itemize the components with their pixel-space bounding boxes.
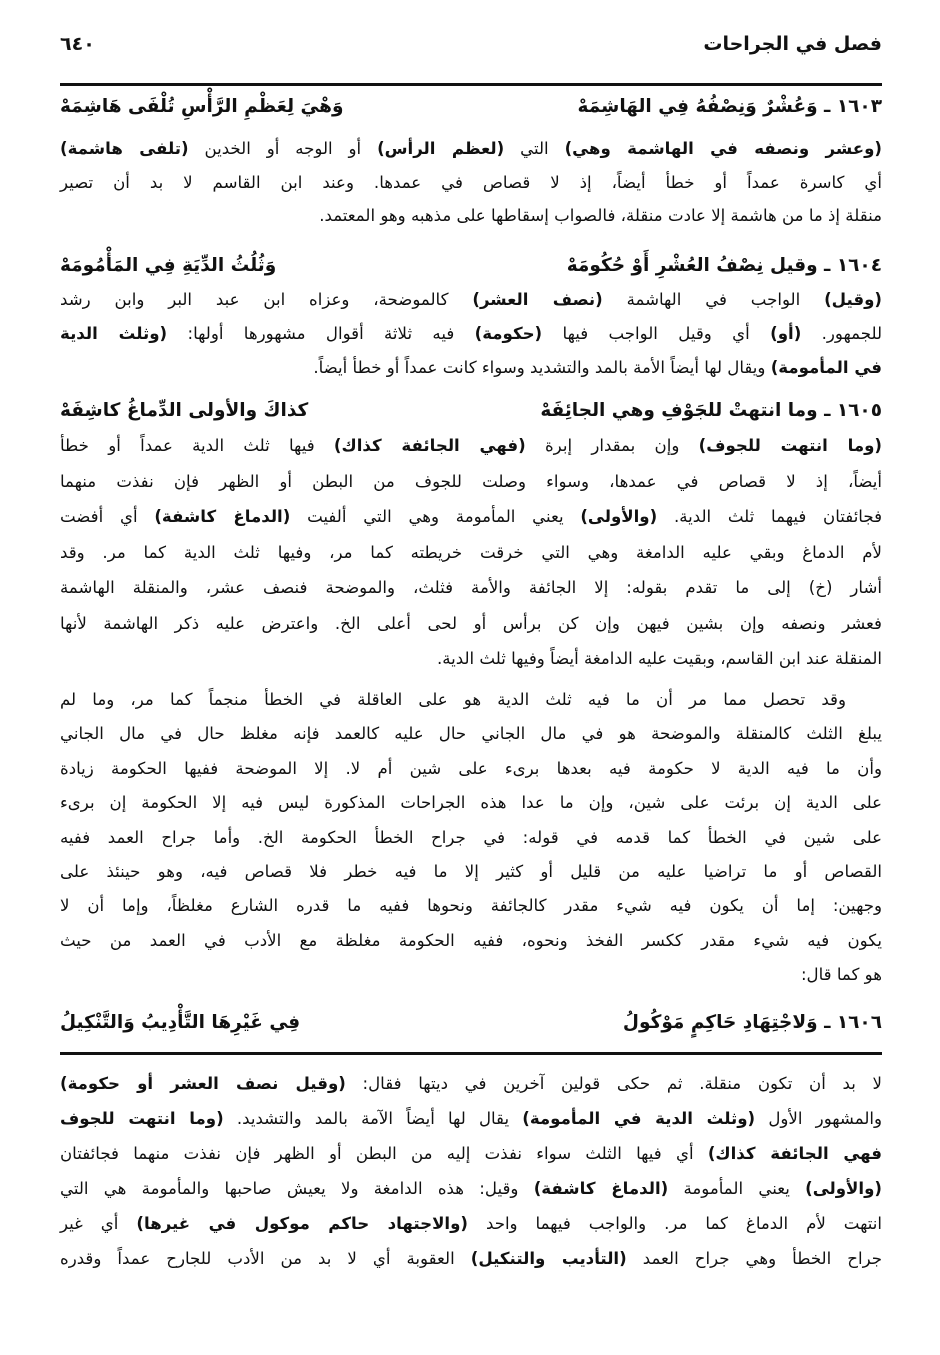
text-segment: هو كما قال: [800, 965, 882, 985]
text-segment: القصاص أو ما تراضيا عليه من قليل أو كثير إلا ما فيه خطر فلا قصاص فيه، وهو حينئذ على [60, 862, 882, 882]
bold-quoted-text: (وثلث الدية في المأمومة) [522, 1109, 756, 1128]
text-line [60, 535, 882, 571]
text-segment: أي فيها الثلث سواء نفذت إليه من البطن أو الظهر فإن نفذت منهما فجائفتان [60, 1144, 708, 1163]
verse-hemistich-right: ١٦٠٦ ـ وَلاجْتِهَادِ حَاكِمٍ مَوْكُولُ [622, 1011, 882, 1033]
text-segment: وقد تحصل مما مر أن ما فيه ثلث الدية هو على العاقلة في الخطأ منجماً كما مر، وما لم [60, 690, 846, 709]
text-line [60, 1206, 882, 1241]
bold-quoted-text: في المأمومة) [770, 358, 882, 377]
text-line [60, 166, 882, 200]
text-line [60, 317, 882, 351]
text-line [60, 641, 882, 677]
text-line [60, 428, 882, 464]
text-segment: وإن بمقدار إبرة [525, 436, 699, 455]
text-line [60, 717, 882, 751]
bold-quoted-text: (والأولى) [580, 507, 658, 526]
text-segment: أي كاسرة عمداً أو خطأ أيضاً، إذ لا قصاص في عمدها. وعند ابن القاسم لا بد أن تصير [60, 172, 882, 192]
text-segment: على شين في الخطأ كما قدمه في قوله: في جراح الخطأ الحكومة الخ. وأما جراح العمد ففيه [60, 827, 882, 847]
header-rule [60, 83, 882, 86]
bold-quoted-text: (التأديب والتنكيل) [470, 1249, 627, 1268]
bold-quoted-text: (وقيل) [824, 290, 883, 309]
bold-quoted-text: (الدماغ كاشفة) [533, 1179, 669, 1198]
text-line [60, 1171, 882, 1206]
verse-hemistich-left: وَثُلُثُ الدِّيَةِ فِي المَأْمُومَهْ [60, 254, 277, 276]
text-line [60, 283, 882, 317]
text-segment: يبلغ الثلث كالمنقلة والموضحة هو في مال الجاني حال عليه كالعمد فإنه مغلظ حال في مال الجاني [60, 724, 882, 744]
bold-quoted-text: (أو) [770, 324, 802, 343]
text-segment: فيها ثلث الدية عمداً أو خطأ [60, 436, 334, 455]
bold-quoted-text: (وثلث الدية [60, 324, 168, 343]
verse-1603 [60, 89, 882, 123]
bold-quoted-text: (حكومة) [474, 324, 543, 343]
text-segment: وقيل: هذه الدامغة ولا يعيش صاحبها والمأمومة هي التي [60, 1179, 534, 1198]
text-segment: التي [504, 139, 565, 158]
verse-hemistich-left: وَهْيَ لِعَظْمِ الرَّأْسِ تُلْفَى هَاشِمَهْ [60, 95, 344, 117]
verse-hemistich-right: ١٦٠٣ ـ وَعُشْرٌ وَنِصْفُهُ فِي الهَاشِمَهْ [577, 95, 882, 117]
verse-1605 [60, 393, 882, 427]
text-segment: الواجب في الهاشمة [602, 290, 825, 309]
text-segment: يقال لها أيضاً الآمة بالمد والتشديد. [223, 1109, 523, 1128]
text-line [60, 351, 882, 385]
bold-quoted-text: (وما انتهت للجوف [60, 1109, 224, 1128]
text-segment: أي غير [60, 1214, 137, 1233]
bold-quoted-text: (تلفى هاشمة) [60, 139, 189, 158]
bold-quoted-text: (لعظم الرأس) [377, 139, 505, 158]
text-line [60, 855, 882, 889]
commentary-1605 [60, 428, 882, 677]
text-line [60, 464, 882, 500]
text-line [60, 606, 882, 642]
text-segment: وجهين: إما أن يكون فيه شيء مقدر كالجائفة ونحوها ففيه ما قدره الشارع مغلظاً، وإما أن لا [60, 896, 882, 916]
text-line [60, 924, 882, 958]
text-segment: جراح الخطأ وهي جراح العمد [626, 1249, 882, 1268]
text-line [60, 199, 882, 233]
bold-quoted-text: (نصف العشر) [472, 290, 603, 309]
text-segment: أو الوجه أو الخدين [188, 139, 378, 158]
text-segment: وأن ما فيه الدية لا حكومة فيه بعدها برىء على شين أم لا. إلا الموضحة ففيها الحكومة زيادة [60, 758, 882, 778]
text-segment: فعشر ونصفه وإن بشين فيهن وإن كن برأس أو لحى أعلى الخ. واعترض عليه ذكر الهاشمة لأنها [60, 613, 882, 633]
text-line [60, 570, 882, 606]
text-segment: أي وقيل الواجب فيها [542, 324, 771, 343]
text-segment: فيه ثلاثة أقوال مشهورها أولها: [167, 324, 475, 343]
text-segment: المنقلة عند ابن القاسم، وبقيت عليه الدامغة أيضاً وفيها ثلث الدية. [436, 649, 882, 668]
text-segment: يعني المأمومة [668, 1179, 806, 1198]
text-segment: لأم الدماغ وبقي عليه الدامغة وهي التي خرقت خريطته كما مر، وفيها ثلث الدية كما مر. وقد [60, 542, 882, 562]
text-segment: والمشهور الأول [755, 1109, 882, 1128]
running-title: فصل في الجراحات [703, 33, 882, 55]
text-segment: على الدية إن برئت على شين، وإن ما عدا هذه الجراحات المذكورة ليس فيه إلا الحكومة إن برىء [60, 793, 882, 813]
text-line [60, 499, 882, 535]
text-segment: أيضاً، إذ لا قصاص في عمدها، وسواء وصلت للجوف من البطن أو الظهر فإن نفذت منهما [60, 471, 882, 491]
footnote [60, 1066, 882, 1276]
text-segment: العقوبة أي لا بد من الأدب للجارح عمداً وقدره [60, 1249, 471, 1268]
footnote-rule [60, 1052, 882, 1055]
text-line [60, 1101, 882, 1136]
text-line [60, 1241, 882, 1276]
bold-quoted-text: (والأولى) [805, 1179, 882, 1198]
commentary-1603 [60, 132, 882, 233]
commentary-1604 [60, 283, 882, 385]
text-line [60, 889, 882, 923]
text-segment: لا بد أن تكون منقلة. ثم حكى قولين آخرين في ديتها فقال: [345, 1074, 883, 1093]
bold-quoted-text: (وقيل نصف العشر أو حكومة) [60, 1074, 346, 1093]
verse-1606 [60, 1005, 882, 1039]
bold-quoted-text: (وعشر ونصفه في الهاشمة وهي) [564, 139, 882, 158]
verse-hemistich-right: ١٦٠٤ ـ وقيل نِصْفُ العُشْرِ أَوْ حُكُومَهْ [566, 254, 882, 276]
text-line [60, 1066, 882, 1101]
bold-quoted-text: (الدماغ كاشفة) [154, 507, 291, 526]
text-segment: للجمهور. [801, 324, 882, 343]
verse-hemistich-left: كذاكَ والأولى الدِّماغُ كاشِفَهْ [60, 399, 309, 421]
text-line [60, 821, 882, 855]
text-segment: أشار (خ) إلى ما تقدم بقوله: إلا الجائفة والأمة فثلث، والموضحة فنصف عشر، والمنقلة الهاشمة [60, 578, 882, 597]
bold-quoted-text: (والاجتهاد حاكم موكول في غيرها) [136, 1214, 469, 1233]
bold-quoted-text: (وما انتهت للجوف) [698, 436, 882, 455]
text-line [60, 1136, 882, 1171]
page-header [60, 26, 882, 62]
bold-quoted-text: (فهي الجائفة كذاك) [333, 436, 526, 455]
text-line [60, 786, 882, 820]
commentary-summary [60, 683, 882, 993]
text-line [60, 132, 882, 166]
verse-1604 [60, 248, 882, 282]
verse-hemistich-right: ١٦٠٥ ـ وما انتهتْ للجَوْفِ وهي الجائِفَهْ [540, 399, 882, 421]
text-segment: كالموضحة، وعزاه ابن عبد البر وابن رشد [60, 290, 473, 309]
bold-quoted-text: فهي الجائفة كذاك) [707, 1144, 883, 1163]
page-number: ٦٤٠ [60, 33, 95, 55]
text-segment: يكون فيه شيء مقدر ككسر الفخذ ونحوه، ففيه الحكومة مغلظة مع الأدب في العمد من حيث [60, 930, 882, 950]
text-line [60, 958, 882, 992]
text-line [60, 683, 882, 717]
text-line [60, 752, 882, 786]
verse-hemistich-left: فِي غَيْرِهَا التَّأْدِيبُ وَالتَّنْكِيلُ [60, 1011, 301, 1033]
text-segment: يعني المأمومة وهي التي ألفيت [290, 507, 581, 526]
text-segment: أي أفضت [60, 507, 155, 526]
text-segment: انتهت لأم الدماغ كما مر. والواجب فيهما واحد [468, 1214, 882, 1233]
text-segment: ويقال لها أيضاً الأمة بالمد والتشديد وسواء كانت عمداً أو خطأ أيضاً. [313, 358, 771, 377]
text-segment: فجائفتان فيهما ثلث الدية. [657, 507, 883, 526]
text-segment: منقلة إذ ما من هاشمة إلا عادت منقلة، فالصواب إسقاطها على مذهبه وهو المعتمد. [319, 206, 882, 225]
